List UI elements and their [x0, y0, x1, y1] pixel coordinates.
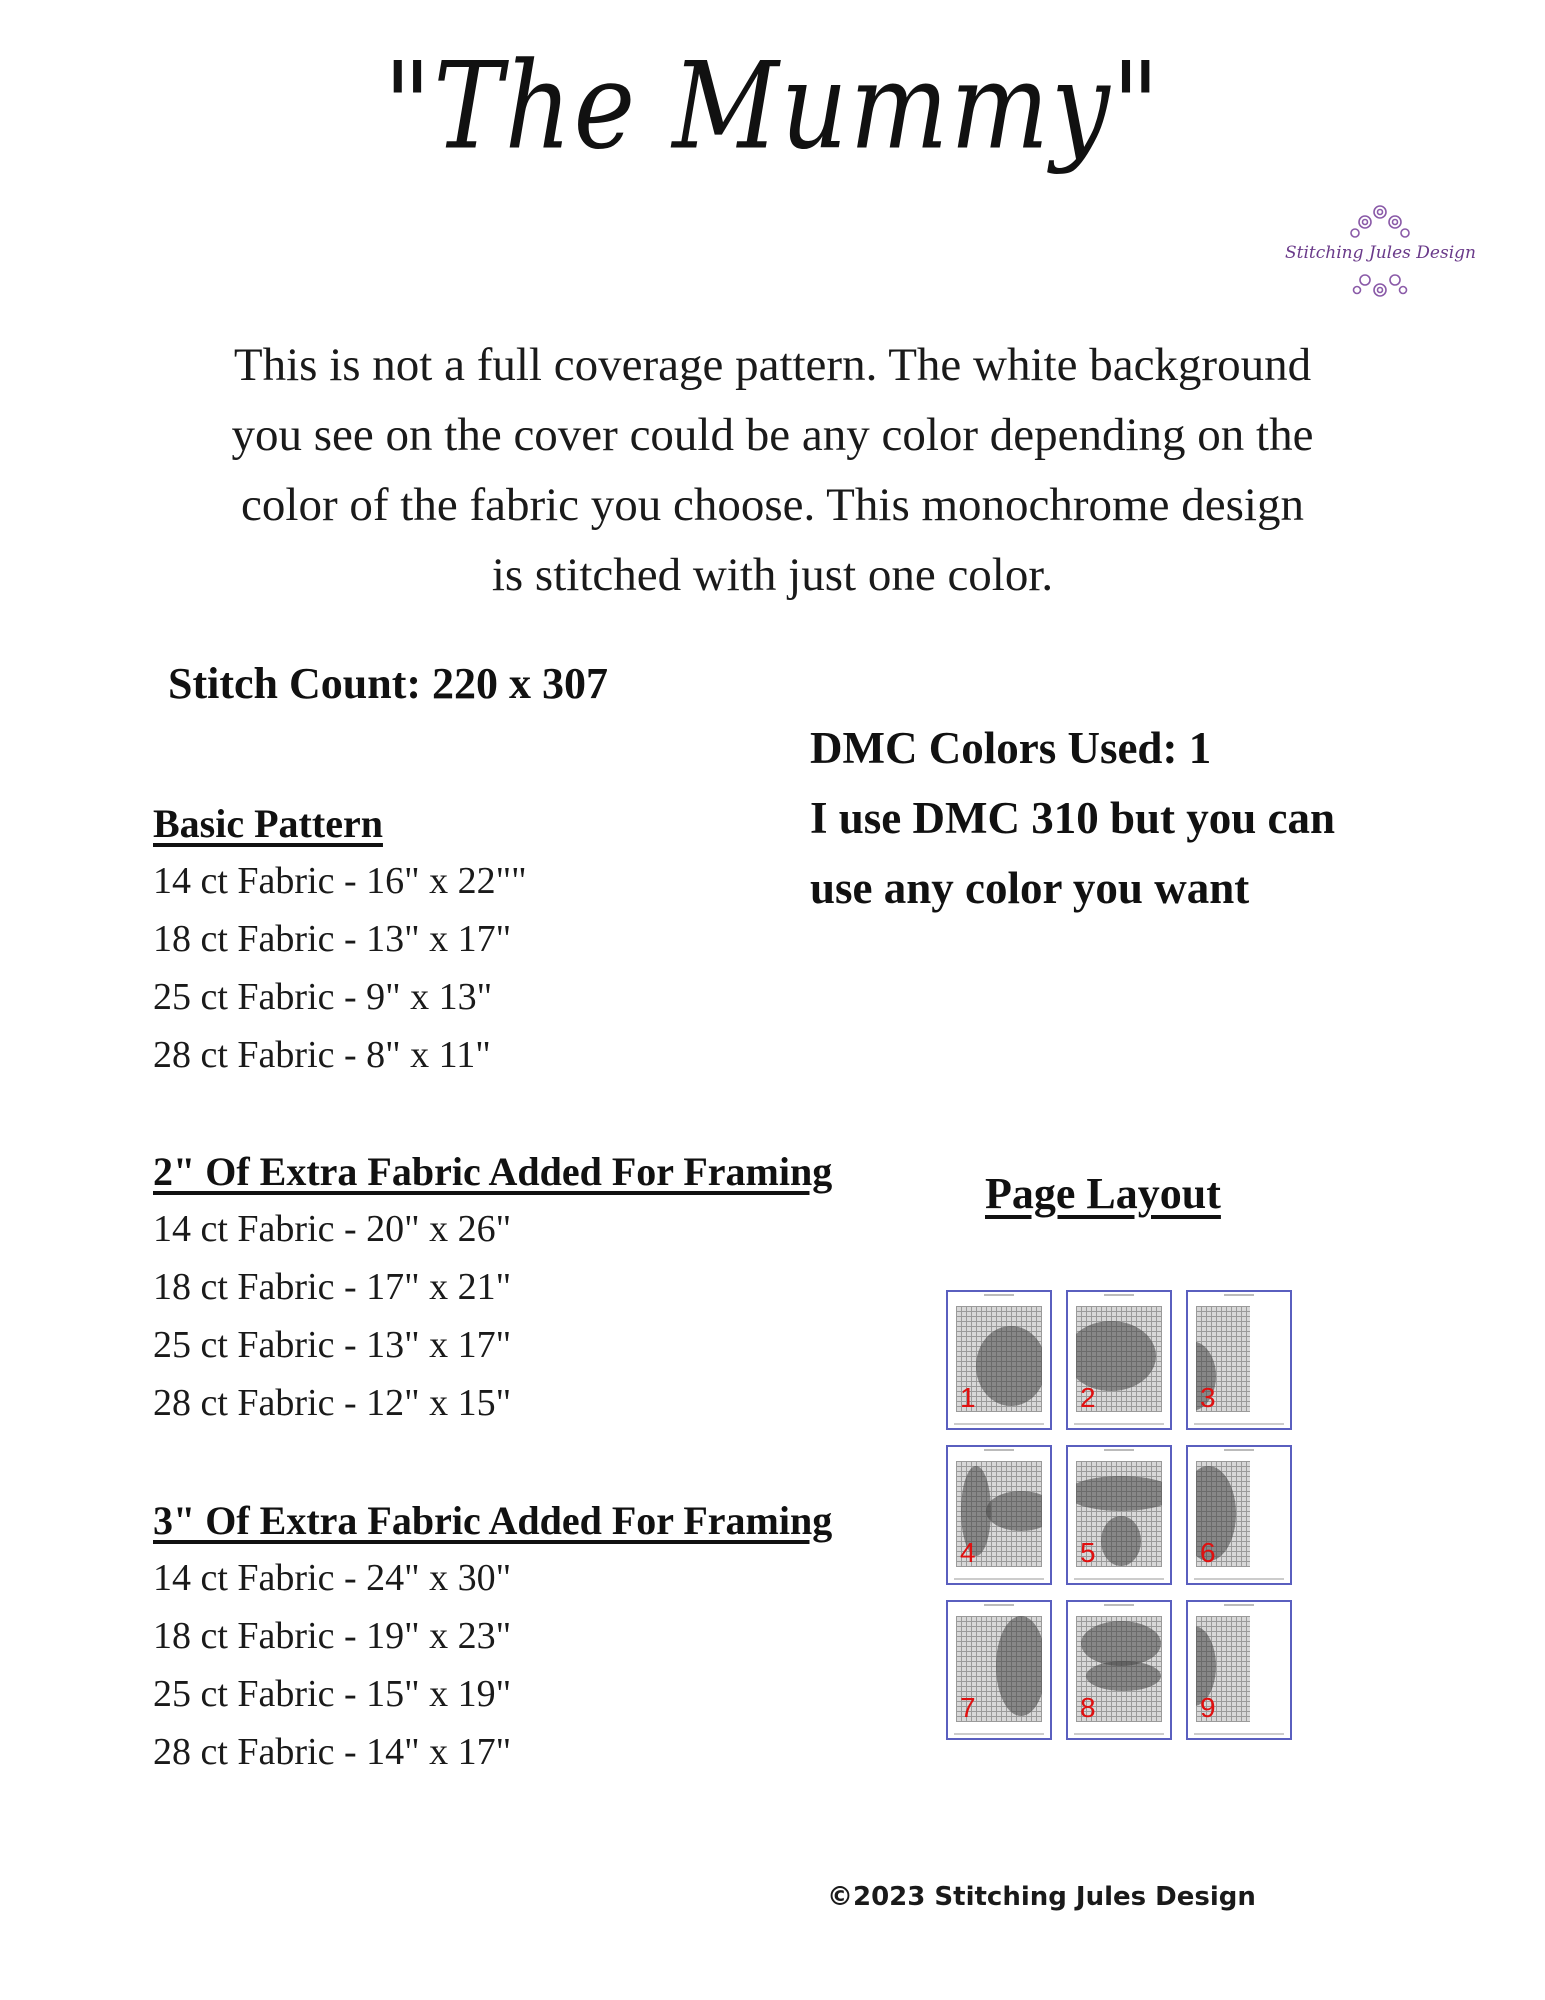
page-thumbnail	[946, 1600, 1052, 1740]
page-number: 7	[960, 1692, 976, 1723]
page-thumbnail	[1186, 1290, 1292, 1430]
brand-logo	[1285, 200, 1475, 310]
fabric-size-row: 18 ct Fabric - 19" x 23"	[153, 1615, 512, 1657]
dmc-colors-note	[810, 713, 1335, 923]
page-thumbnail	[1186, 1600, 1292, 1740]
section-heading: 3" Of Extra Fabric Added For Framing	[153, 1498, 833, 1543]
intro-line: you see on the cover could be any color depending on the	[231, 409, 1314, 461]
page-layout-grid	[946, 1290, 1296, 1745]
page-number: 1	[960, 1382, 976, 1413]
fabric-size-row: 28 ct Fabric - 8" x 11"	[153, 1034, 491, 1076]
fabric-size-row: 25 ct Fabric - 13" x 17"	[153, 1324, 512, 1366]
copyright-notice: ©2023 Stitching Jules Design	[827, 1882, 1256, 1912]
dmc-line: I use DMC 310 but you can	[810, 793, 1336, 843]
fabric-size-row: 14 ct Fabric - 20" x 26"	[153, 1208, 512, 1250]
fabric-size-row: 18 ct Fabric - 17" x 21"	[153, 1266, 512, 1308]
fabric-size-row: 25 ct Fabric - 15" x 19"	[153, 1673, 512, 1715]
page-number: 3	[1200, 1382, 1216, 1413]
dmc-line: use any color you want	[810, 863, 1250, 913]
page-thumbnail	[1066, 1290, 1172, 1430]
section-heading: Basic Pattern	[153, 801, 383, 846]
page-number: 8	[1080, 1692, 1096, 1723]
basic-pattern-section	[153, 796, 527, 1084]
page-thumbnail	[1066, 1600, 1172, 1740]
page-number: 5	[1080, 1537, 1096, 1568]
fabric-size-row: 28 ct Fabric - 14" x 17"	[153, 1731, 512, 1773]
intro-line: color of the fabric you choose. This monochrome design	[241, 479, 1304, 531]
fabric-size-row: 28 ct Fabric - 12" x 15"	[153, 1382, 512, 1424]
page-number: 9	[1200, 1692, 1216, 1723]
fabric-size-row: 14 ct Fabric - 16" x 22""	[153, 860, 527, 902]
stitch-count: Stitch Count: 220 x 307	[168, 659, 609, 708]
section-heading: 2" Of Extra Fabric Added For Framing	[153, 1149, 833, 1194]
three-inch-framing-section	[153, 1493, 832, 1781]
intro-line: is stitched with just one color.	[491, 549, 1054, 601]
two-inch-framing-section	[153, 1144, 832, 1432]
page-title: "The Mummy"	[383, 35, 1162, 177]
intro-line: This is not a full coverage pattern. The white background	[233, 339, 1312, 391]
page-number: 2	[1080, 1382, 1096, 1413]
fabric-size-row: 14 ct Fabric - 24" x 30"	[153, 1557, 512, 1599]
page-thumbnail	[1186, 1445, 1292, 1585]
page-thumbnail	[946, 1290, 1052, 1430]
logo-text: Stitching Jules Design	[1285, 243, 1476, 263]
page-number: 4	[960, 1537, 976, 1568]
dmc-line: DMC Colors Used: 1	[810, 723, 1212, 773]
page-thumbnail	[1066, 1445, 1172, 1585]
page-layout-title: Page Layout	[985, 1169, 1221, 1218]
page-thumbnail	[946, 1445, 1052, 1585]
fabric-size-row: 18 ct Fabric - 13" x 17"	[153, 918, 512, 960]
fabric-size-row: 25 ct Fabric - 9" x 13"	[153, 976, 493, 1018]
intro-paragraph	[150, 330, 1395, 610]
page-number: 6	[1200, 1537, 1216, 1568]
